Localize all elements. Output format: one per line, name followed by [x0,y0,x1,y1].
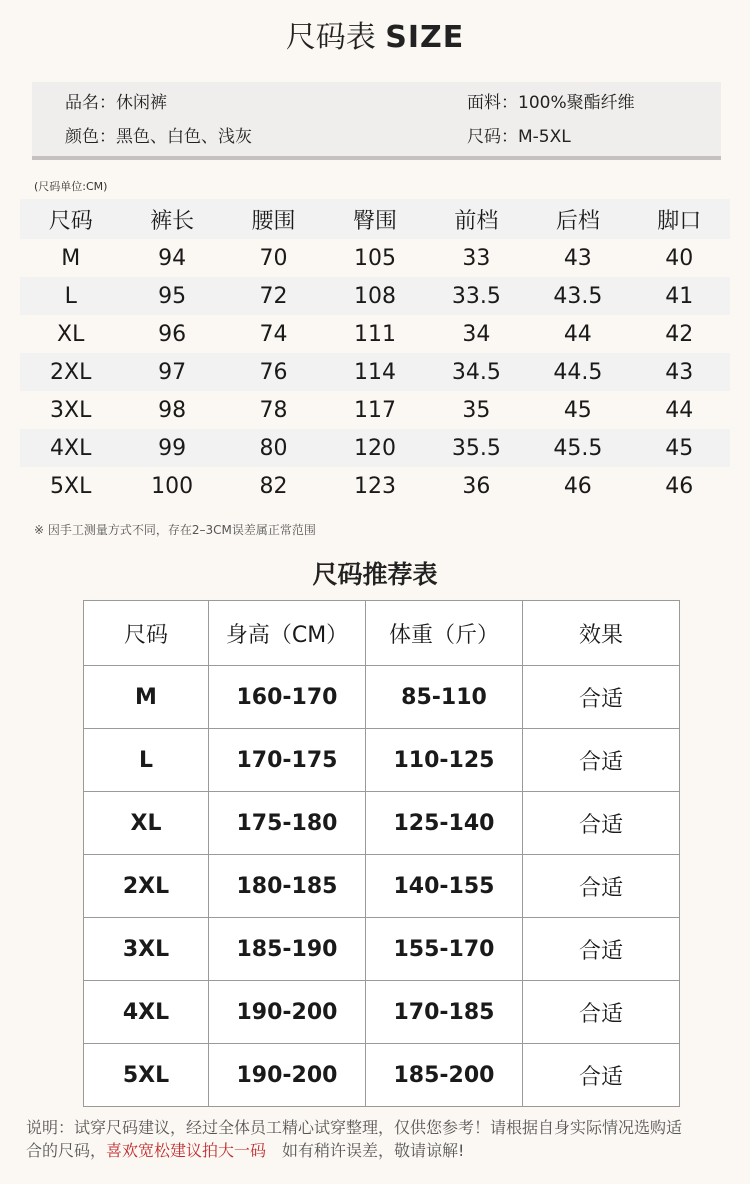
product-size-range: 尺码：M-5XL [467,127,571,147]
recommendation-cell: 合适 [523,1044,680,1107]
recommendation-cell: 125-140 [366,792,523,855]
product-name: 品名：休闲裤 [65,93,167,113]
size-chart-header: 前档 [426,199,527,239]
size-chart-cell: 4XL [20,429,121,467]
recommendation-header: 效果 [523,601,680,666]
size-chart-header: 腰围 [223,199,324,239]
recommendation-cell: 140-155 [366,855,523,918]
size-chart-cell: 35 [462,397,491,423]
size-chart-cell: 76 [223,353,324,391]
size-chart-cell: 45 [629,429,730,467]
recommendation-header: 身高（CM） [209,601,366,666]
size-chart-cell: 33.5 [426,277,527,315]
footer-line-1: 说明：试穿尺码建议，经过全体员工精心试穿整理，仅供您参考！请根据自身实际情况选购适 [26,1118,683,1137]
recommendation-cell: 160-170 [209,666,366,729]
size-chart-cell: 43 [629,353,730,391]
recommendation-cell: 155-170 [366,918,523,981]
size-chart-row [20,239,730,277]
recommendation-table [83,600,680,1107]
size-chart-header: 后档 [527,199,628,239]
recommendation-cell: 合适 [523,981,680,1044]
title-en: SIZE [385,20,465,55]
footer-line-2-end: 如有稍许误差，敬请谅解! [266,1141,465,1160]
size-chart-cell: L [20,277,121,315]
size-chart-header-row [20,199,730,239]
size-chart-cell: 34.5 [426,353,527,391]
size-chart-cell: 97 [121,353,222,391]
recommendation-cell: 合适 [523,918,680,981]
recommendation-row [84,666,680,729]
size-chart-cell: 95 [121,277,222,315]
recommendation-row [84,1044,680,1107]
recommendation-cell: 180-185 [209,855,366,918]
size-chart-cell: 34 [462,321,491,347]
recommendation-cell: 190-200 [209,981,366,1044]
size-chart-cell: 46 [665,473,694,499]
recommendation-title: 尺码推荐表 [312,560,438,589]
recommendation-cell: 170-185 [366,981,523,1044]
size-chart-cell: 5XL [50,473,92,499]
recommendation-cell: 2XL [84,855,209,918]
product-info-panel [32,82,721,160]
size-chart-cell: 36 [462,473,491,499]
title-cn: 尺码表 [285,20,376,55]
recommendation-cell: 3XL [84,918,209,981]
footer-line-2-start: 合的尺码， [26,1141,107,1160]
size-chart-cell: 96 [158,321,187,347]
recommendation-cell: 合适 [523,666,680,729]
footer-note [26,1116,736,1162]
footer-highlight: 喜欢宽松建议拍大一码 [106,1141,267,1160]
recommendation-cell: XL [84,792,209,855]
recommendation-cell: 110-125 [366,729,523,792]
size-chart-cell: 82 [259,473,288,499]
page-title [0,18,750,58]
recommendation-cell: 合适 [523,792,680,855]
recommendation-header: 尺码 [84,601,209,666]
size-chart-row [20,277,730,315]
measurement-note: ※ 因手工测量方式不同，存在2–3CM误差属正常范围 [34,523,316,537]
recommendation-header: 体重（斤） [366,601,523,666]
recommendation-row [84,729,680,792]
unit-note: (尺码单位:CM) [34,180,108,193]
size-chart-cell: 41 [629,277,730,315]
size-chart-cell: 100 [151,473,194,499]
recommendation-cell: M [84,666,209,729]
size-chart-cell: 108 [324,277,425,315]
size-chart-cell: 105 [353,245,396,271]
recommendation-row [84,855,680,918]
size-chart-cell: 80 [223,429,324,467]
size-chart-cell: 74 [259,321,288,347]
size-chart-row [20,467,730,505]
size-chart-cell: 114 [324,353,425,391]
size-chart-cell: 78 [259,397,288,423]
size-chart-cell: 33 [462,245,491,271]
recommendation-cell: 185-190 [209,918,366,981]
size-chart-cell: 3XL [50,397,92,423]
size-chart-row [20,391,730,429]
size-chart-header: 臀围 [324,199,425,239]
size-chart-cell: 44.5 [527,353,628,391]
size-chart-cell: 42 [665,321,694,347]
size-chart-cell: 111 [353,321,396,347]
size-chart-cell: 2XL [20,353,121,391]
recommendation-cell: 85-110 [366,666,523,729]
size-chart-cell: 43 [563,245,592,271]
recommendation-cell: L [84,729,209,792]
recommendation-header-row [84,601,680,666]
size-chart-cell: 123 [353,473,396,499]
recommendation-row [84,981,680,1044]
product-fabric: 面料：100%聚酯纤维 [467,93,635,113]
size-chart-cell: 44 [665,397,694,423]
size-chart-cell: 117 [353,397,396,423]
recommendation-cell: 175-180 [209,792,366,855]
size-chart-cell: M [61,245,81,271]
size-chart-row [20,353,730,391]
footer-line-2 [26,1139,736,1162]
size-chart-cell: 45 [563,397,592,423]
size-chart-cell: XL [57,321,85,347]
size-chart-cell: 99 [121,429,222,467]
size-chart-row [20,429,730,467]
recommendation-row [84,918,680,981]
recommendation-cell: 合适 [523,729,680,792]
size-chart-cell: 45.5 [527,429,628,467]
size-chart-table [20,199,730,505]
size-chart-row [20,315,730,353]
size-chart-cell: 72 [223,277,324,315]
size-chart-cell: 98 [158,397,187,423]
product-color: 颜色：黑色、白色、浅灰 [65,127,252,147]
size-chart-cell: 46 [563,473,592,499]
size-chart-cell: 35.5 [426,429,527,467]
recommendation-cell: 170-175 [209,729,366,792]
size-chart-cell: 94 [158,245,187,271]
recommendation-cell: 5XL [84,1044,209,1107]
recommendation-cell: 185-200 [366,1044,523,1107]
size-chart-cell: 43.5 [527,277,628,315]
size-chart-header: 裤长 [121,199,222,239]
recommendation-cell: 4XL [84,981,209,1044]
recommendation-row [84,792,680,855]
size-chart-header: 脚口 [629,199,730,239]
size-chart-cell: 120 [324,429,425,467]
size-chart-header: 尺码 [20,199,121,239]
size-chart-cell: 44 [563,321,592,347]
recommendation-cell: 合适 [523,855,680,918]
size-chart-cell: 40 [665,245,694,271]
recommendation-cell: 190-200 [209,1044,366,1107]
size-chart-cell: 70 [259,245,288,271]
